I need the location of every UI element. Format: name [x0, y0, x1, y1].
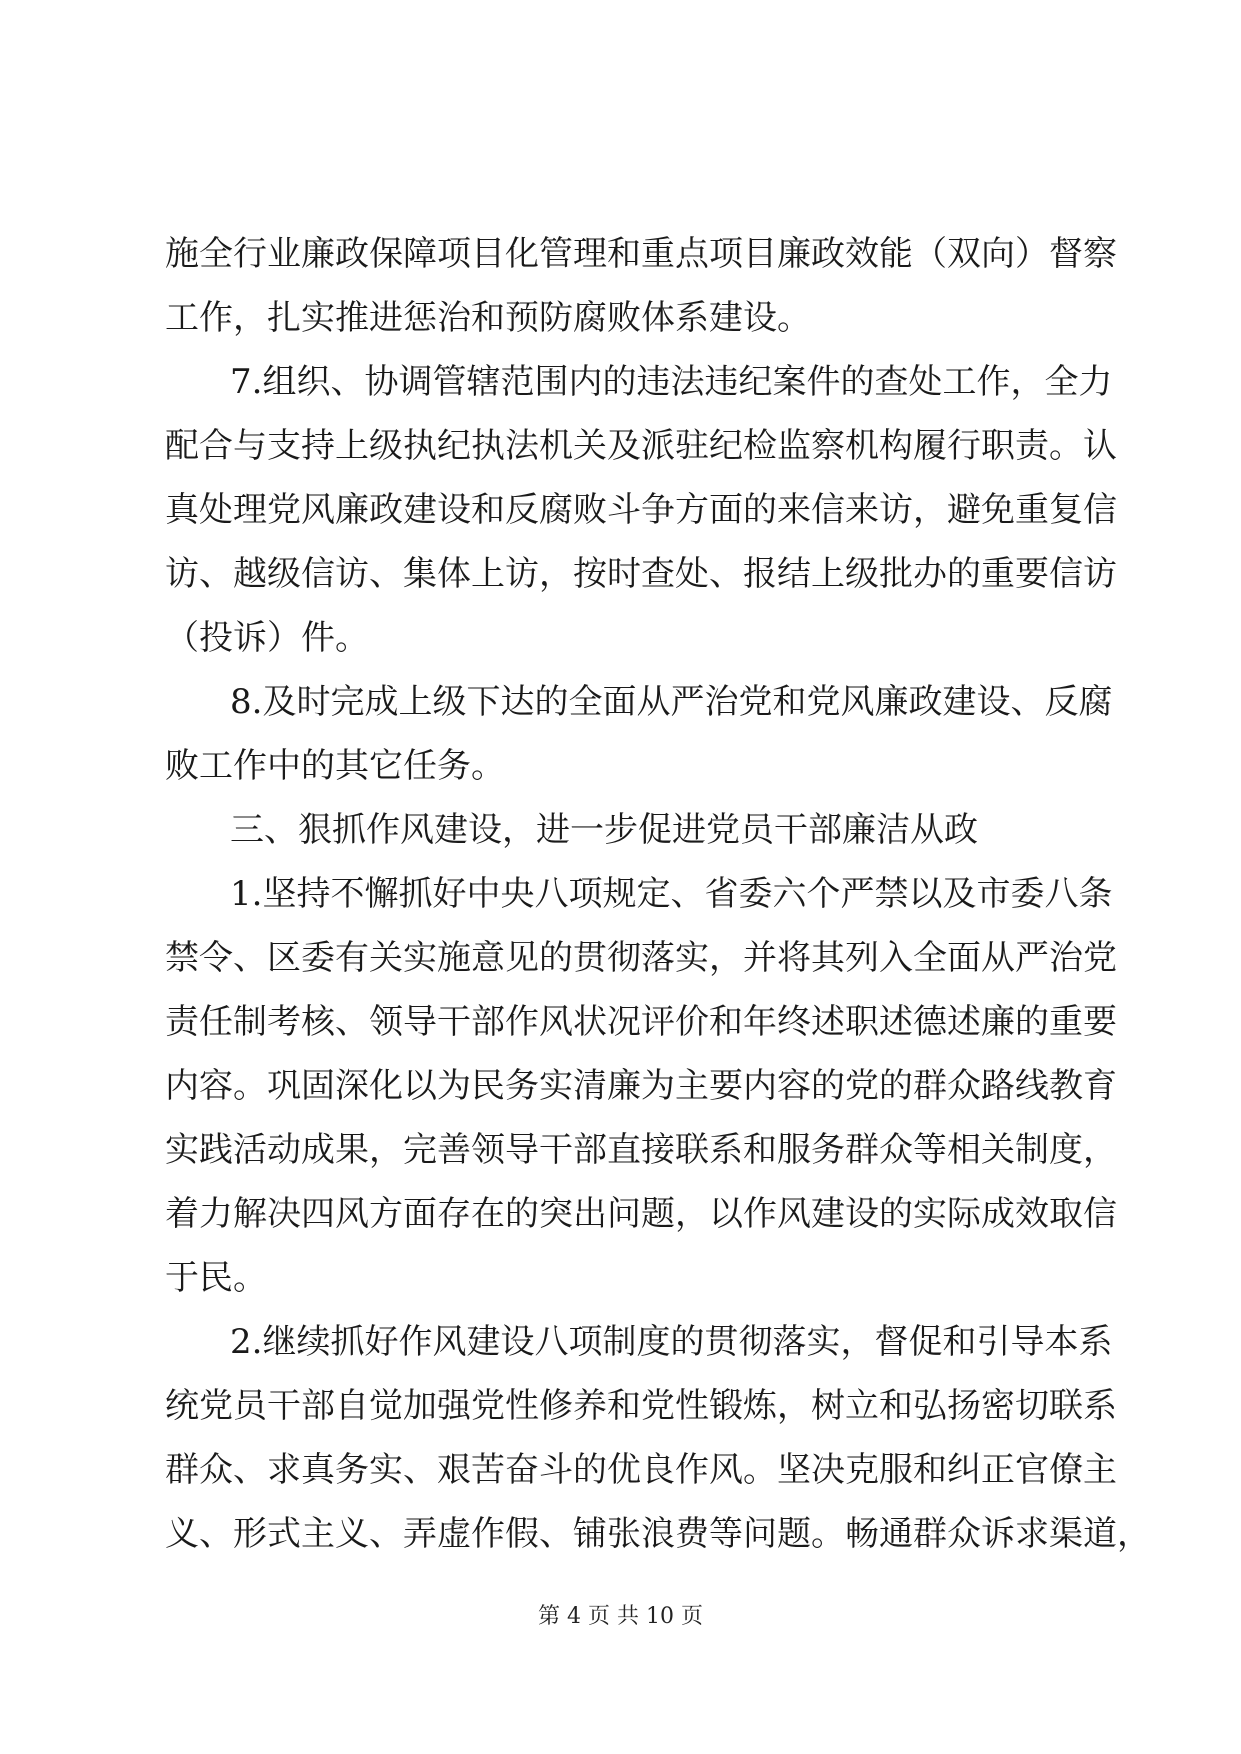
body-line: 禁令、区委有关实施意见的贯彻落实，并将其列入全面从严治党 — [165, 938, 1117, 978]
body-line: 败工作中的其它任务。 — [165, 746, 505, 786]
body-line: 配合与支持上级执纪执法机关及派驻纪检监察机构履行职责。认 — [165, 426, 1117, 466]
body-line: 工作，扎实推进惩治和预防腐败体系建设。 — [165, 298, 811, 338]
page-number-footer: 第 4 页 共 10 页 — [538, 1604, 703, 1629]
body-line: 真处理党风廉政建设和反腐败斗争方面的来信来访，避免重复信 — [165, 490, 1117, 530]
body-line: 责任制考核、领导干部作风状况评价和年终述职述德述廉的重要 — [165, 1002, 1117, 1042]
body-line: 施全行业廉政保障项目化管理和重点项目廉政效能（双向）督察 — [165, 234, 1117, 274]
body-line: 着力解决四风方面存在的突出问题，以作风建设的实际成效取信 — [165, 1194, 1117, 1234]
body-line: 群众、求真务实、艰苦奋斗的优良作风。坚决克服和纠正官僚主 — [165, 1450, 1117, 1490]
body-line: 实践活动成果，完善领导干部直接联系和服务群众等相关制度， — [165, 1130, 1117, 1170]
body-line: 2.继续抓好作风建设八项制度的贯彻落实，督促和引导本系 — [230, 1322, 1113, 1362]
body-line: 义、形式主义、弄虚作假、铺张浪费等问题。畅通群众诉求渠道， — [165, 1514, 1151, 1554]
body-line: （投诉）件。 — [165, 618, 369, 658]
body-line: 访、越级信访、集体上访，按时查处、报结上级批办的重要信访 — [165, 554, 1117, 594]
body-line: 统党员干部自觉加强党性修养和党性锻炼，树立和弘扬密切联系 — [165, 1386, 1117, 1426]
body-line: 于民。 — [165, 1258, 267, 1298]
body-line: 内容。巩固深化以为民务实清廉为主要内容的党的群众路线教育 — [165, 1066, 1117, 1106]
section-heading: 三、狠抓作风建设，进一步促进党员干部廉洁从政 — [230, 810, 978, 850]
body-line: 7.组织、协调管辖范围内的违法违纪案件的查处工作，全力 — [230, 362, 1113, 402]
body-line: 1.坚持不懈抓好中央八项规定、省委六个严禁以及市委八条 — [230, 874, 1113, 914]
body-line: 8.及时完成上级下达的全面从严治党和党风廉政建设、反腐 — [230, 682, 1113, 722]
